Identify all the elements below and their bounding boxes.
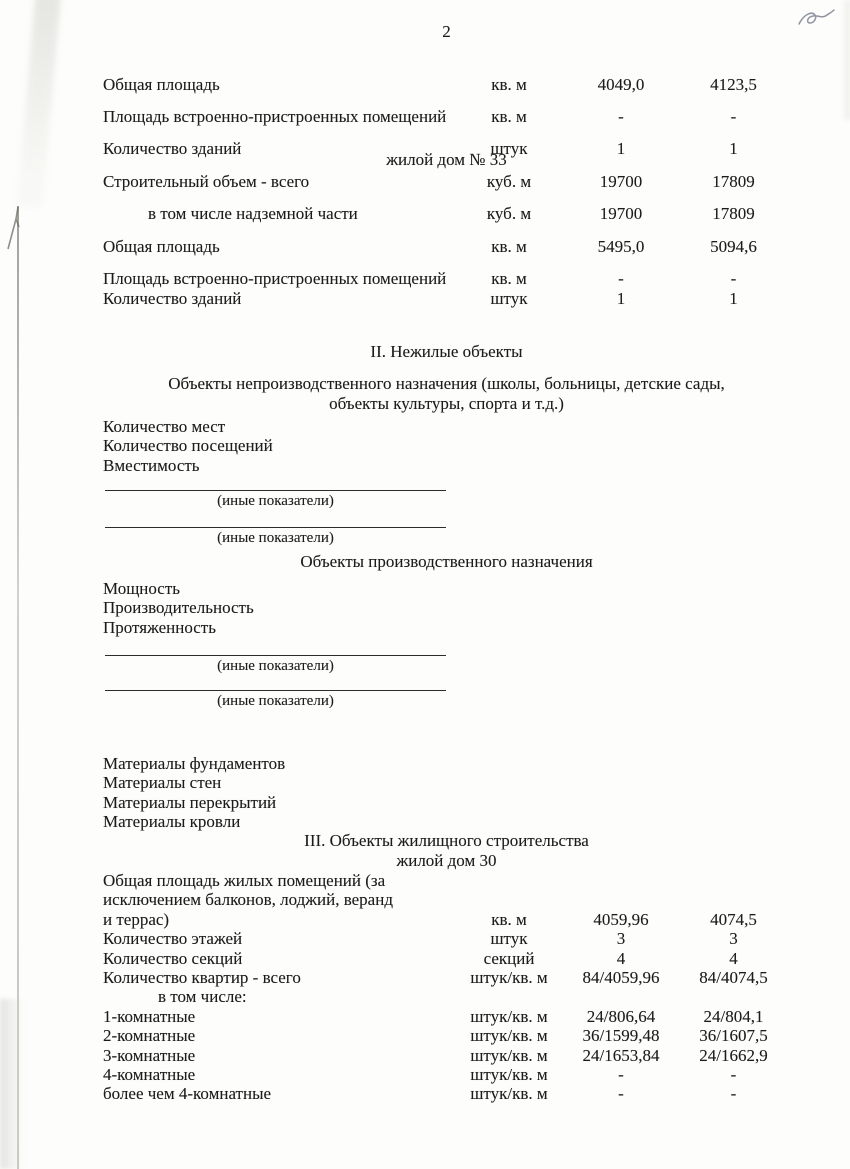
- row-label: Количество зданий: [103, 289, 242, 308]
- table-row: [103, 224, 790, 257]
- house33-lower-table: [103, 172, 790, 309]
- row-label: 4-комнатные: [103, 1064, 196, 1084]
- row-unit: штук/кв. м: [470, 967, 548, 987]
- table-row: [103, 949, 790, 968]
- row-unit: штук/кв. м: [470, 1026, 548, 1046]
- table-row: [103, 1026, 790, 1045]
- row-value-fact: 17809: [712, 172, 755, 191]
- other-indicators-caption: (иные показатели): [217, 530, 334, 546]
- row-label: Общая площадь: [103, 237, 220, 256]
- list-item: Количество мест: [103, 417, 226, 436]
- row-value-plan: 19700: [599, 172, 643, 191]
- row-value-plan: 24/1653,84: [582, 1045, 660, 1065]
- nonproduction-indicator-list: [103, 417, 790, 475]
- row-label: 1-комнатные: [103, 1006, 196, 1026]
- production-indicator-list: [103, 579, 790, 637]
- row-unit: кв. м: [491, 269, 527, 288]
- signature-line: [105, 470, 446, 491]
- row-value-plan: 4059,96: [593, 909, 649, 929]
- row-label: Общая площадь: [103, 75, 220, 94]
- table-row: [103, 987, 790, 1006]
- row-label: в том числе:: [158, 987, 247, 1007]
- table-row: [103, 1007, 790, 1026]
- row-value-fact: 17809: [712, 204, 755, 223]
- row-value-plan: 5495,0: [597, 237, 645, 256]
- list-item: Материалы стен: [103, 773, 222, 793]
- list-item: Материалы перекрытий: [103, 792, 277, 812]
- row-value-fact: 3: [729, 929, 738, 949]
- signature-line: [105, 507, 446, 528]
- list-item: Мощность: [103, 579, 181, 598]
- row-value-plan: -: [618, 1084, 624, 1104]
- row-value-plan: 4: [616, 948, 626, 968]
- row-value-fact: 1: [729, 289, 738, 308]
- row-value-plan: 24/806,64: [586, 1006, 656, 1026]
- row-unit: кв. м: [491, 909, 527, 929]
- row-label: 3-комнатные: [103, 1045, 196, 1065]
- row-value-fact: 4123,5: [710, 75, 757, 94]
- row-unit: штук/кв. м: [470, 1064, 548, 1084]
- row-unit: кв. м: [491, 75, 527, 94]
- row-value-fact: 5094,6: [710, 237, 757, 256]
- row-value-fact: 24/1662,9: [699, 1045, 768, 1065]
- row-label: Площадь встроенно-пристроенных помещений: [103, 269, 447, 288]
- row-value-fact: 1: [729, 139, 738, 158]
- row-value-plan: 1: [616, 139, 626, 158]
- row-value-plan: 19700: [599, 204, 643, 223]
- row-value-fact: -: [730, 107, 737, 126]
- house30-table: [103, 871, 790, 1104]
- row-value-plan: 3: [616, 929, 626, 949]
- other-indicators-caption: (иные показатели): [217, 693, 334, 709]
- scan-crease-mark: [4, 205, 26, 257]
- row-label: Количество зданий: [103, 139, 242, 158]
- table-row: [103, 192, 790, 224]
- row-value-fact: 4: [729, 948, 738, 968]
- row-value-plan: -: [618, 1064, 624, 1084]
- row-value-plan: -: [618, 107, 624, 126]
- table-row: [103, 63, 790, 95]
- row-label: Количество секций: [103, 948, 243, 968]
- row-label: 2-комнатные: [103, 1026, 196, 1046]
- table-row: [103, 929, 790, 948]
- row-unit: штук: [490, 929, 528, 949]
- section2-subtitle-line2: объекты культуры, спорта и т.д.): [329, 394, 564, 413]
- list-item: Вместимость: [103, 455, 200, 475]
- table-row: [103, 95, 790, 127]
- section2-subtitle-line1: Объекты непроизводственного назначения (школы, больницы, детские сады,: [168, 374, 725, 393]
- row-value-plan: 1: [616, 289, 626, 308]
- scan-edge-shadow-top-right: [842, 0, 850, 120]
- row-value-fact: -: [730, 1084, 737, 1104]
- row-value-fact: 84/4074,5: [699, 967, 768, 987]
- row-value-plan: 4049,0: [597, 75, 645, 94]
- table-row: [103, 289, 790, 309]
- row-value-fact: 24/804,1: [703, 1006, 764, 1026]
- list-item: Количество посещений: [103, 436, 273, 456]
- house33-upper-table: [103, 63, 790, 159]
- page-number: 2: [442, 22, 451, 41]
- row-label: Площадь встроенно-пристроенных помещений: [103, 107, 447, 126]
- materials-list: [103, 754, 790, 831]
- row-value-plan: -: [618, 269, 624, 288]
- table-row: [103, 1084, 790, 1103]
- row-label: Общая площадь жилых помещений (за исключением балконов, лоджий, веранд и террас): [103, 871, 393, 929]
- handwritten-pen-mark: [796, 6, 836, 32]
- row-value-fact: -: [730, 1064, 737, 1084]
- list-item: Протяженность: [103, 617, 216, 637]
- production-title: Объекты производственного назначения: [300, 552, 593, 571]
- house-33-heading: жилой дом № 33: [386, 150, 507, 169]
- row-value-plan: 84/4059,96: [582, 967, 660, 987]
- table-row: [103, 257, 790, 289]
- row-label: более чем 4-комнатные: [103, 1084, 272, 1104]
- row-value-fact: -: [730, 269, 737, 288]
- scan-edge-shadow-bottom-left: [0, 999, 24, 1169]
- row-unit: кв. м: [491, 107, 527, 126]
- row-unit: штук: [490, 139, 528, 158]
- row-label: Количество квартир - всего: [103, 967, 301, 987]
- row-unit: куб. м: [486, 172, 532, 191]
- table-row: [103, 968, 790, 987]
- row-label: в том числе надземной части: [148, 204, 358, 223]
- table-row: [103, 1065, 790, 1084]
- row-unit: штук: [490, 289, 528, 308]
- other-indicators-caption: (иные показатели): [217, 493, 334, 509]
- section3-title: III. Объекты жилищного строительства: [304, 831, 589, 850]
- section2-title: II. Нежилые объекты: [370, 342, 523, 361]
- row-value-fact: 36/1607,5: [699, 1026, 768, 1046]
- list-item: Материалы кровли: [103, 811, 241, 831]
- table-row: [103, 871, 790, 929]
- row-unit: штук/кв. м: [470, 1045, 548, 1065]
- other-indicators-caption: (иные показатели): [217, 658, 334, 674]
- row-value-fact: 4074,5: [710, 909, 757, 929]
- list-item: Производительность: [103, 598, 254, 618]
- signature-line: [105, 670, 446, 691]
- row-unit: куб. м: [486, 204, 532, 223]
- scan-edge-shadow-top-left: [17, 0, 62, 207]
- row-unit: секций: [483, 948, 535, 968]
- row-value-plan: 36/1599,48: [582, 1026, 660, 1046]
- row-unit: кв. м: [491, 237, 527, 256]
- row-unit: штук/кв. м: [470, 1084, 548, 1104]
- list-item: Материалы фундаментов: [103, 754, 286, 773]
- row-unit: штук/кв. м: [470, 1006, 548, 1026]
- row-label: Количество этажей: [103, 929, 243, 949]
- signature-line: [105, 635, 446, 656]
- table-row: [103, 172, 790, 192]
- table-row: [103, 1046, 790, 1065]
- row-label: Строительный объем - всего: [103, 172, 310, 191]
- house-30-heading: жилой дом 30: [396, 851, 497, 870]
